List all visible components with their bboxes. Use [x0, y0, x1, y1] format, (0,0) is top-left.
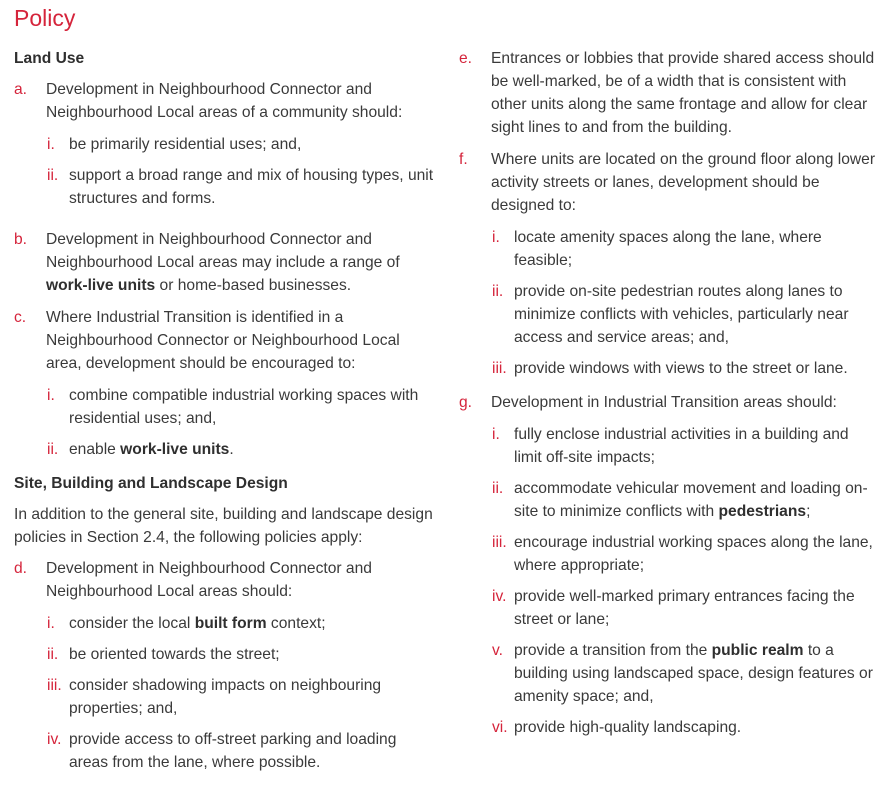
item-label: f.: [459, 151, 468, 168]
sub-text: consider shadowing impacts on neighbouring properties; and,: [69, 677, 382, 717]
item-label: b.: [14, 231, 28, 248]
sub-item: [14, 133, 434, 156]
sub-label: i.: [47, 615, 55, 632]
sub-label: i.: [492, 229, 500, 246]
sub-text: fully enclose industrial activities in a building and limit off-site impacts;: [514, 426, 849, 466]
land-use-heading: Land Use: [14, 50, 85, 67]
work-live-units-term: work-live units: [46, 277, 156, 294]
sub-text: provide access to off-street parking and loading areas from the lane, where possible.: [69, 731, 397, 771]
item-text: [46, 228, 434, 297]
sub-label: v.: [492, 642, 503, 659]
sub-item: [14, 612, 434, 635]
policy-item-b: [14, 228, 434, 297]
text-segment: context;: [266, 615, 326, 632]
sub-item: [14, 384, 434, 430]
item-text: Where Industrial Transition is identified in a Neighbourhood Connector or Neighbourhood Local area, development should be encouraged to:: [46, 309, 400, 372]
policy-item-a: [14, 78, 434, 124]
sub-text: be oriented towards the street;: [69, 646, 280, 663]
sub-text: encourage industrial working spaces along the lane, where appropriate;: [514, 534, 873, 574]
sub-item: [14, 674, 434, 720]
sub-text: [69, 612, 434, 635]
sub-text: [69, 438, 434, 461]
sub-label: ii.: [47, 167, 59, 184]
sub-text: [514, 639, 879, 708]
text-segment: Development in Neighbourhood Connector and Neighbourhood Local areas may include a range of: [46, 231, 400, 271]
policy-item-f: [459, 148, 879, 217]
text-segment: provide a transition from the: [514, 642, 712, 659]
text-segment: or home-based businesses.: [155, 277, 352, 294]
left-column: [14, 47, 434, 782]
sub-label: vi.: [492, 719, 508, 736]
text-segment: .: [229, 441, 234, 458]
sub-item: [459, 280, 879, 349]
policy-item-g: [459, 391, 879, 414]
work-live-units-term: work-live units: [120, 441, 230, 458]
sub-item: [14, 438, 434, 461]
built-form-term: built form: [194, 615, 267, 632]
site-design-heading: Site, Building and Landscape Design: [14, 475, 288, 492]
sub-item: [459, 585, 879, 631]
sub-item: [459, 423, 879, 469]
sub-label: ii.: [492, 283, 504, 300]
sub-label: ii.: [47, 441, 59, 458]
sub-text: provide on-site pedestrian routes along lanes to minimize conflicts with vehicles, particularly near access and service areas; and,: [514, 283, 849, 346]
site-design-intro: In addition to the general site, building and landscape design policies in Section 2.4, the following policies apply:: [14, 506, 433, 546]
sub-text: combine compatible industrial working spaces with residential uses; and,: [69, 387, 419, 427]
item-text: Development in Neighbourhood Connector and Neighbourhood Local areas should:: [46, 560, 372, 600]
item-text: Development in Neighbourhood Connector and Neighbourhood Local areas of a community should:: [46, 81, 403, 121]
text-segment: to a building using landscaped space, design features or amenity space; and,: [514, 642, 873, 705]
sub-item: [459, 531, 879, 577]
sub-label: ii.: [492, 480, 504, 497]
sub-label: ii.: [47, 646, 59, 663]
page-title: Policy: [14, 5, 76, 31]
sub-label: iv.: [492, 588, 507, 605]
sub-label: iii.: [492, 360, 507, 377]
sub-label: i.: [47, 136, 55, 153]
text-segment: consider the local: [69, 615, 195, 632]
sub-text: support a broad range and mix of housing types, unit structures and forms.: [69, 167, 434, 207]
sub-text: be primarily residential uses; and,: [69, 136, 302, 153]
text-segment: accommodate vehicular movement and loading on-site to minimize conflicts with: [514, 480, 868, 520]
item-text: Where units are located on the ground floor along lower activity streets or lanes, development should be designed to:: [491, 151, 876, 214]
sub-text: [514, 477, 879, 523]
item-label: c.: [14, 309, 27, 326]
sub-item: [14, 643, 434, 666]
sub-label: i.: [47, 387, 55, 404]
item-label: e.: [459, 50, 473, 67]
sub-text: provide high-quality landscaping.: [514, 719, 742, 736]
sub-label: iii.: [492, 534, 507, 551]
sub-item: [459, 477, 879, 523]
sub-label: iv.: [47, 731, 62, 748]
policy-item-e: [459, 47, 879, 139]
public-realm-term: public realm: [711, 642, 804, 659]
sub-label: iii.: [47, 677, 62, 694]
item-label: a.: [14, 81, 28, 98]
item-text: Development in Industrial Transition areas should:: [491, 394, 837, 411]
sub-item: [14, 728, 434, 774]
sub-item: [459, 357, 879, 380]
pedestrians-term: pedestrians: [718, 503, 807, 520]
sub-item: [459, 639, 879, 708]
sub-text: provide windows with views to the street or lane.: [514, 360, 848, 377]
right-column: [459, 47, 879, 747]
item-label: g.: [459, 394, 473, 411]
sub-text: locate amenity spaces along the lane, where feasible;: [514, 229, 822, 269]
sub-item: [14, 164, 434, 210]
item-text: Entrances or lobbies that provide shared access should be well-marked, be of a width that is consistent with other units along the same frontage and allow for clear sight lines to and from the building.: [491, 50, 875, 136]
policy-item-c: [14, 306, 434, 375]
sub-text: provide well-marked primary entrances facing the street or lane;: [514, 588, 855, 628]
sub-label: i.: [492, 426, 500, 443]
text-segment: enable: [69, 441, 121, 458]
sub-item: [459, 716, 879, 739]
item-label: d.: [14, 560, 28, 577]
policy-item-d: [14, 557, 434, 603]
text-segment: ;: [806, 503, 811, 520]
sub-item: [459, 226, 879, 272]
